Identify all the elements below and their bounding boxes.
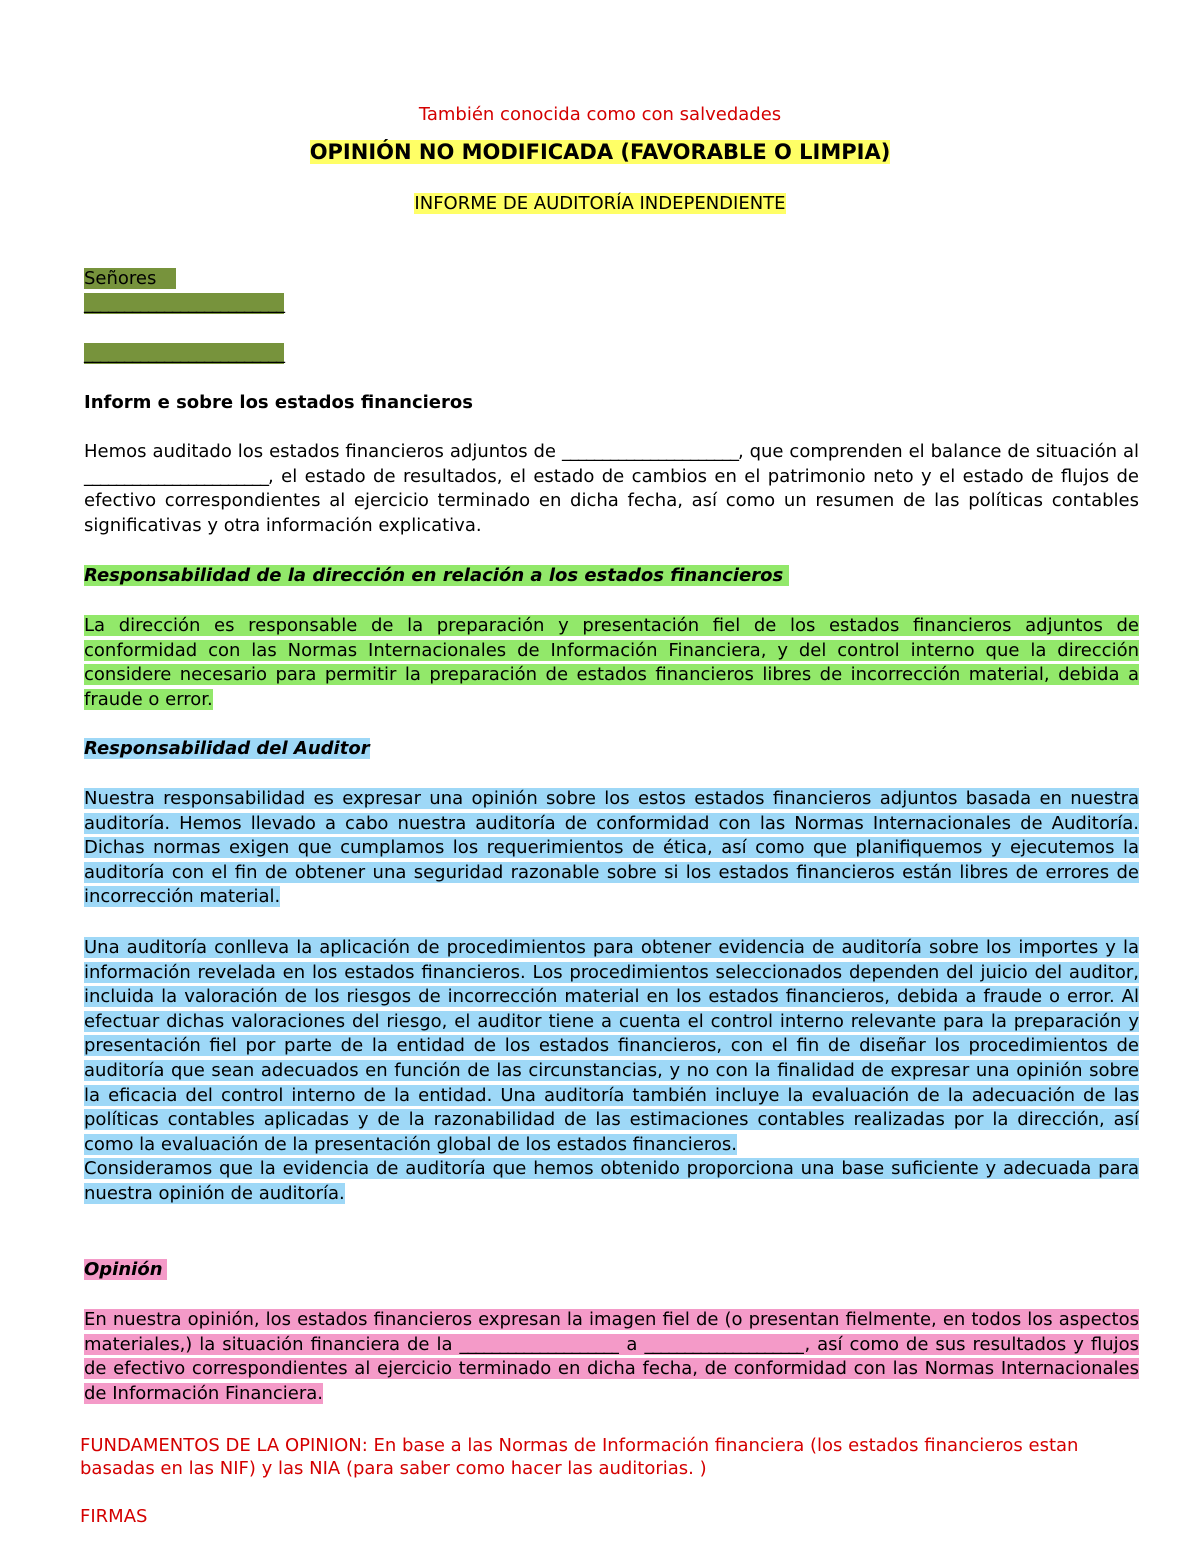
management-heading-text: Responsabilidad de la dirección en relación a los estados financieros <box>84 565 789 586</box>
salutation-line-2 <box>84 342 284 366</box>
document-title <box>0 140 1200 164</box>
salutation-greeting <box>84 267 176 291</box>
p1-text-a: Hemos auditado los estados financieros adjuntos de <box>84 441 562 462</box>
paragraph-opinion <box>84 1308 1139 1406</box>
opinion-blank-date: ____________________ <box>644 1333 805 1355</box>
opinion-text-a: En nuestra opinión, los estados financieros expresan la imagen fiel de (o presentan fielmente, en todos los aspectos materiales,) la situación financiera de la <box>84 1309 1139 1355</box>
opinion-heading-text: Opinión <box>84 1259 167 1280</box>
paragraph-management-responsibility <box>84 614 1139 712</box>
p1-blank-date: _______________________ <box>84 465 268 487</box>
section-heading-opinion <box>84 1259 167 1280</box>
signatures-label: FIRMAS <box>80 1506 148 1527</box>
title-text: OPINIÓN NO MODIFICADA (FAVORABLE O LIMPIA) <box>309 140 891 164</box>
opinion-blank-entity: ____________________ <box>459 1333 620 1355</box>
section-heading-report: Inform e sobre los estados financieros <box>84 392 473 413</box>
auditor-p3-text: Consideramos que la evidencia de auditoría que hemos obtenido proporciona una base suficiente y adecuada para nuestra opinión de auditoría. <box>84 1158 1139 1204</box>
section-heading-auditor <box>84 738 370 759</box>
opinion-text-c: , así como de sus resultados y flujos de efectivo correspondientes al ejercicio terminado en dicha fecha, de conformidad con las Normas Internacionales de Información Financiera. <box>84 1333 1139 1404</box>
section-heading-management <box>84 565 789 586</box>
document-subtitle <box>0 104 1200 125</box>
salutation-line-1 <box>84 292 284 316</box>
auditor-heading-text: Responsabilidad del Auditor <box>84 738 370 759</box>
p1-text-c: , el estado de resultados, el estado de cambios en el patrimonio neto y el estado de flujos de efectivo correspondientes al ejercicio terminado en dicha fecha, así como un resumen de las políticas contables significativas y otra información explicativa. <box>84 465 1139 536</box>
subtitle-text: También conocida como con salvedades <box>418 104 782 125</box>
paragraph-audit-procedures <box>84 936 1139 1207</box>
management-body-text: La dirección es responsable de la preparación y presentación fiel de los estados financieros adjuntos de conformidad con las Normas Internacionales de Información Financiera, y del control interno que la dirección considere necesario para permitir la preparación de estados financieros libres de incorrección material, debida a fraude o error. <box>84 615 1139 710</box>
paragraph-auditor-responsibility <box>84 787 1139 910</box>
opinion-text-b: a <box>619 1333 645 1355</box>
greeting-text: Señores <box>84 268 176 289</box>
p1-text-b: , que comprenden el balance de situación al <box>737 441 1139 462</box>
p1-blank-entity: ______________________ <box>561 441 738 462</box>
report-title-text: INFORME DE AUDITORÍA INDEPENDIENTE <box>414 193 786 214</box>
addressee-blank-1: _________________________ <box>84 293 284 314</box>
auditor-p1-text: Nuestra responsabilidad es expresar una opinión sobre los estos estados financieros adjuntos basada en nuestra auditoría. Hemos llevado a cabo nuestra auditoría de conformidad con las Normas Internacionales de Auditoría. Dichas normas exigen que cumplamos los requerimientos de ética, así como que planifiquemos y ejecutemos la auditoría con el fin de obtener una seguridad razonable sobre si los estados financieros están libres de errores de incorrección material. <box>84 788 1139 908</box>
paragraph-audited-statements <box>84 440 1139 538</box>
addressee-blank-2: _________________________ <box>84 343 284 364</box>
fundamentos-note: FUNDAMENTOS DE LA OPINION: En base a las Normas de Información financiera (los estados financieros estan basadas en las NIF) y las NIA (para saber como hacer las auditorias. ) <box>80 1435 1079 1479</box>
report-title <box>0 193 1200 214</box>
auditor-p2-text: Una auditoría conlleva la aplicación de procedimientos para obtener evidencia de auditoría sobre los importes y la información revelada en los estados financieros. Los procedimientos seleccionados dependen del juicio del auditor, incluida la valoración de los riesgos de incorrección material en los estados financieros, debida a fraude o error. Al efectuar dichas valoraciones del riesgo, el auditor tiene a cuenta el control interno relevante para la preparación y presentación fiel por parte de la entidad de los estados financieros, con el fin de diseñar los procedimientos de auditoría que sean adecuados en función de las circunstancias, y no con la finalidad de expresar una opinión sobre la eficacia del control interno de la entidad. Una auditoría también incluye la evaluación de la adecuación de las políticas contables aplicadas y de la razonabilidad de las estimaciones contables realizadas por la dirección, así como la evaluación de la presentación global de los estados financieros. <box>84 937 1139 1155</box>
